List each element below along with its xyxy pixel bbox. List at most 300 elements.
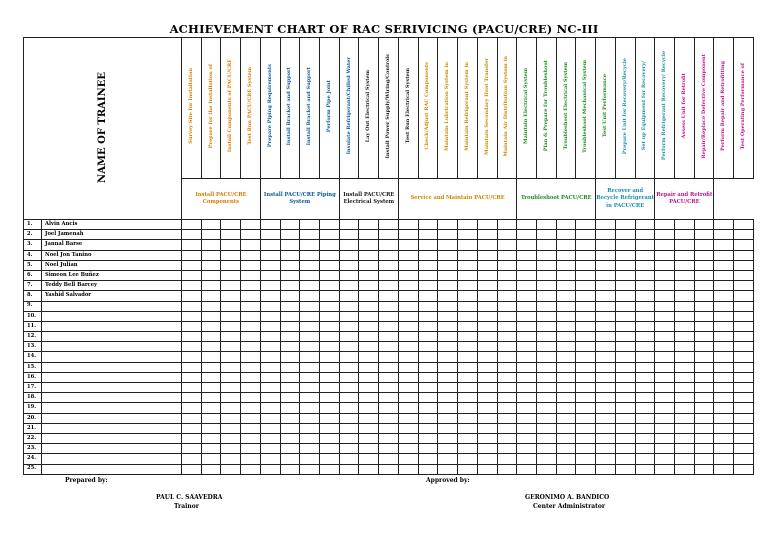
achievement-cell[interactable] xyxy=(260,454,280,464)
achievement-cell[interactable] xyxy=(714,403,734,413)
achievement-cell[interactable] xyxy=(536,311,556,321)
achievement-cell[interactable] xyxy=(201,444,221,454)
achievement-cell[interactable] xyxy=(398,454,418,464)
achievement-cell[interactable] xyxy=(615,270,635,280)
achievement-cell[interactable] xyxy=(734,260,754,270)
achievement-cell[interactable] xyxy=(359,433,379,443)
achievement-cell[interactable] xyxy=(596,362,616,372)
achievement-cell[interactable] xyxy=(497,342,517,352)
achievement-cell[interactable] xyxy=(320,230,340,240)
achievement-cell[interactable] xyxy=(655,383,675,393)
achievement-cell[interactable] xyxy=(300,291,320,301)
achievement-cell[interactable] xyxy=(694,403,714,413)
achievement-cell[interactable] xyxy=(576,423,596,433)
achievement-cell[interactable] xyxy=(556,362,576,372)
achievement-cell[interactable] xyxy=(655,230,675,240)
achievement-cell[interactable] xyxy=(576,281,596,291)
achievement-cell[interactable] xyxy=(300,342,320,352)
achievement-cell[interactable] xyxy=(536,332,556,342)
achievement-cell[interactable] xyxy=(556,301,576,311)
achievement-cell[interactable] xyxy=(221,393,241,403)
achievement-cell[interactable] xyxy=(260,270,280,280)
achievement-cell[interactable] xyxy=(339,433,359,443)
trainee-name-cell[interactable] xyxy=(42,332,182,342)
achievement-cell[interactable] xyxy=(458,372,478,382)
trainee-name-cell[interactable] xyxy=(42,321,182,331)
achievement-cell[interactable] xyxy=(734,281,754,291)
achievement-cell[interactable] xyxy=(596,413,616,423)
achievement-cell[interactable] xyxy=(260,444,280,454)
achievement-cell[interactable] xyxy=(674,383,694,393)
achievement-cell[interactable] xyxy=(576,270,596,280)
achievement-cell[interactable] xyxy=(339,301,359,311)
achievement-cell[interactable] xyxy=(359,393,379,403)
achievement-cell[interactable] xyxy=(615,454,635,464)
achievement-cell[interactable] xyxy=(339,311,359,321)
achievement-cell[interactable] xyxy=(241,362,261,372)
achievement-cell[interactable] xyxy=(694,372,714,382)
achievement-cell[interactable] xyxy=(714,444,734,454)
trainee-name-cell[interactable] xyxy=(42,454,182,464)
achievement-cell[interactable] xyxy=(221,311,241,321)
achievement-cell[interactable] xyxy=(458,403,478,413)
achievement-cell[interactable] xyxy=(379,260,399,270)
achievement-cell[interactable] xyxy=(438,332,458,342)
achievement-cell[interactable] xyxy=(536,372,556,382)
achievement-cell[interactable] xyxy=(497,332,517,342)
achievement-cell[interactable] xyxy=(497,260,517,270)
achievement-cell[interactable] xyxy=(576,372,596,382)
achievement-cell[interactable] xyxy=(260,352,280,362)
achievement-cell[interactable] xyxy=(339,372,359,382)
achievement-cell[interactable] xyxy=(714,433,734,443)
achievement-cell[interactable] xyxy=(714,230,734,240)
achievement-cell[interactable] xyxy=(201,270,221,280)
achievement-cell[interactable] xyxy=(221,332,241,342)
achievement-cell[interactable] xyxy=(497,433,517,443)
achievement-cell[interactable] xyxy=(536,444,556,454)
achievement-cell[interactable] xyxy=(714,311,734,321)
achievement-cell[interactable] xyxy=(359,383,379,393)
achievement-cell[interactable] xyxy=(260,372,280,382)
achievement-cell[interactable] xyxy=(280,240,300,250)
achievement-cell[interactable] xyxy=(655,332,675,342)
achievement-cell[interactable] xyxy=(201,464,221,474)
achievement-cell[interactable] xyxy=(497,220,517,230)
achievement-cell[interactable] xyxy=(458,311,478,321)
achievement-cell[interactable] xyxy=(517,311,537,321)
achievement-cell[interactable] xyxy=(300,260,320,270)
achievement-cell[interactable] xyxy=(241,433,261,443)
achievement-cell[interactable] xyxy=(379,240,399,250)
achievement-cell[interactable] xyxy=(379,281,399,291)
achievement-cell[interactable] xyxy=(615,413,635,423)
achievement-cell[interactable] xyxy=(201,250,221,260)
achievement-cell[interactable] xyxy=(556,454,576,464)
achievement-cell[interactable] xyxy=(556,393,576,403)
achievement-cell[interactable] xyxy=(221,464,241,474)
achievement-cell[interactable] xyxy=(596,270,616,280)
achievement-cell[interactable] xyxy=(201,433,221,443)
achievement-cell[interactable] xyxy=(339,352,359,362)
achievement-cell[interactable] xyxy=(339,403,359,413)
achievement-cell[interactable] xyxy=(182,301,202,311)
achievement-cell[interactable] xyxy=(536,240,556,250)
achievement-cell[interactable] xyxy=(438,454,458,464)
achievement-cell[interactable] xyxy=(536,291,556,301)
achievement-cell[interactable] xyxy=(241,352,261,362)
achievement-cell[interactable] xyxy=(477,352,497,362)
achievement-cell[interactable] xyxy=(517,433,537,443)
achievement-cell[interactable] xyxy=(221,403,241,413)
achievement-cell[interactable] xyxy=(300,352,320,362)
achievement-cell[interactable] xyxy=(458,423,478,433)
achievement-cell[interactable] xyxy=(241,311,261,321)
achievement-cell[interactable] xyxy=(497,311,517,321)
achievement-cell[interactable] xyxy=(497,281,517,291)
achievement-cell[interactable] xyxy=(734,362,754,372)
achievement-cell[interactable] xyxy=(458,362,478,372)
achievement-cell[interactable] xyxy=(182,403,202,413)
achievement-cell[interactable] xyxy=(655,291,675,301)
achievement-cell[interactable] xyxy=(339,220,359,230)
achievement-cell[interactable] xyxy=(221,423,241,433)
achievement-cell[interactable] xyxy=(221,250,241,260)
achievement-cell[interactable] xyxy=(655,260,675,270)
trainee-name-cell[interactable] xyxy=(42,403,182,413)
achievement-cell[interactable] xyxy=(635,332,655,342)
trainee-name-cell[interactable] xyxy=(42,372,182,382)
achievement-cell[interactable] xyxy=(714,393,734,403)
achievement-cell[interactable] xyxy=(635,250,655,260)
achievement-cell[interactable] xyxy=(320,454,340,464)
achievement-cell[interactable] xyxy=(497,454,517,464)
achievement-cell[interactable] xyxy=(201,260,221,270)
achievement-cell[interactable] xyxy=(497,321,517,331)
achievement-cell[interactable] xyxy=(536,413,556,423)
achievement-cell[interactable] xyxy=(615,240,635,250)
achievement-cell[interactable] xyxy=(241,372,261,382)
achievement-cell[interactable] xyxy=(694,342,714,352)
achievement-cell[interactable] xyxy=(182,230,202,240)
achievement-cell[interactable] xyxy=(517,270,537,280)
achievement-cell[interactable] xyxy=(458,352,478,362)
achievement-cell[interactable] xyxy=(714,250,734,260)
achievement-cell[interactable] xyxy=(734,433,754,443)
achievement-cell[interactable] xyxy=(398,444,418,454)
achievement-cell[interactable] xyxy=(438,260,458,270)
achievement-cell[interactable] xyxy=(517,220,537,230)
achievement-cell[interactable] xyxy=(339,393,359,403)
achievement-cell[interactable] xyxy=(517,230,537,240)
achievement-cell[interactable] xyxy=(398,372,418,382)
achievement-cell[interactable] xyxy=(576,342,596,352)
achievement-cell[interactable] xyxy=(536,270,556,280)
achievement-cell[interactable] xyxy=(714,454,734,464)
achievement-cell[interactable] xyxy=(517,250,537,260)
achievement-cell[interactable] xyxy=(714,220,734,230)
achievement-cell[interactable] xyxy=(418,362,438,372)
achievement-cell[interactable] xyxy=(398,321,418,331)
achievement-cell[interactable] xyxy=(674,220,694,230)
achievement-cell[interactable] xyxy=(300,433,320,443)
achievement-cell[interactable] xyxy=(576,433,596,443)
achievement-cell[interactable] xyxy=(694,220,714,230)
achievement-cell[interactable] xyxy=(339,464,359,474)
achievement-cell[interactable] xyxy=(694,321,714,331)
achievement-cell[interactable] xyxy=(596,332,616,342)
achievement-cell[interactable] xyxy=(497,301,517,311)
achievement-cell[interactable] xyxy=(635,230,655,240)
achievement-cell[interactable] xyxy=(438,423,458,433)
achievement-cell[interactable] xyxy=(497,413,517,423)
achievement-cell[interactable] xyxy=(260,240,280,250)
achievement-cell[interactable] xyxy=(359,311,379,321)
achievement-cell[interactable] xyxy=(201,342,221,352)
achievement-cell[interactable] xyxy=(241,250,261,260)
achievement-cell[interactable] xyxy=(438,230,458,240)
achievement-cell[interactable] xyxy=(497,464,517,474)
achievement-cell[interactable] xyxy=(536,393,556,403)
achievement-cell[interactable] xyxy=(596,352,616,362)
achievement-cell[interactable] xyxy=(536,321,556,331)
achievement-cell[interactable] xyxy=(635,311,655,321)
achievement-cell[interactable] xyxy=(300,464,320,474)
achievement-cell[interactable] xyxy=(398,270,418,280)
achievement-cell[interactable] xyxy=(694,362,714,372)
achievement-cell[interactable] xyxy=(497,362,517,372)
achievement-cell[interactable] xyxy=(477,444,497,454)
achievement-cell[interactable] xyxy=(418,393,438,403)
achievement-cell[interactable] xyxy=(241,393,261,403)
achievement-cell[interactable] xyxy=(517,423,537,433)
achievement-cell[interactable] xyxy=(576,301,596,311)
achievement-cell[interactable] xyxy=(576,403,596,413)
achievement-cell[interactable] xyxy=(694,393,714,403)
achievement-cell[interactable] xyxy=(635,413,655,423)
achievement-cell[interactable] xyxy=(635,240,655,250)
achievement-cell[interactable] xyxy=(182,393,202,403)
achievement-cell[interactable] xyxy=(201,413,221,423)
achievement-cell[interactable] xyxy=(438,433,458,443)
achievement-cell[interactable] xyxy=(615,321,635,331)
achievement-cell[interactable] xyxy=(734,352,754,362)
achievement-cell[interactable] xyxy=(300,393,320,403)
achievement-cell[interactable] xyxy=(536,260,556,270)
achievement-cell[interactable] xyxy=(300,454,320,464)
achievement-cell[interactable] xyxy=(596,464,616,474)
achievement-cell[interactable] xyxy=(201,230,221,240)
achievement-cell[interactable] xyxy=(458,342,478,352)
achievement-cell[interactable] xyxy=(339,270,359,280)
achievement-cell[interactable] xyxy=(359,403,379,413)
achievement-cell[interactable] xyxy=(655,403,675,413)
achievement-cell[interactable] xyxy=(182,260,202,270)
achievement-cell[interactable] xyxy=(418,240,438,250)
achievement-cell[interactable] xyxy=(280,362,300,372)
achievement-cell[interactable] xyxy=(674,342,694,352)
achievement-cell[interactable] xyxy=(497,372,517,382)
achievement-cell[interactable] xyxy=(221,362,241,372)
achievement-cell[interactable] xyxy=(536,352,556,362)
achievement-cell[interactable] xyxy=(201,311,221,321)
achievement-cell[interactable] xyxy=(320,413,340,423)
achievement-cell[interactable] xyxy=(596,454,616,464)
achievement-cell[interactable] xyxy=(300,362,320,372)
achievement-cell[interactable] xyxy=(398,301,418,311)
trainee-name-cell[interactable]: Alvin Ancis xyxy=(42,220,182,230)
achievement-cell[interactable] xyxy=(615,362,635,372)
achievement-cell[interactable] xyxy=(635,444,655,454)
achievement-cell[interactable] xyxy=(201,332,221,342)
achievement-cell[interactable] xyxy=(674,270,694,280)
achievement-cell[interactable] xyxy=(556,444,576,454)
achievement-cell[interactable] xyxy=(438,444,458,454)
achievement-cell[interactable] xyxy=(635,260,655,270)
achievement-cell[interactable] xyxy=(458,230,478,240)
trainee-name-cell[interactable] xyxy=(42,352,182,362)
achievement-cell[interactable] xyxy=(694,311,714,321)
achievement-cell[interactable] xyxy=(536,423,556,433)
achievement-cell[interactable] xyxy=(379,270,399,280)
achievement-cell[interactable] xyxy=(339,413,359,423)
achievement-cell[interactable] xyxy=(300,423,320,433)
trainee-name-cell[interactable] xyxy=(42,393,182,403)
achievement-cell[interactable] xyxy=(734,372,754,382)
achievement-cell[interactable] xyxy=(536,433,556,443)
achievement-cell[interactable] xyxy=(536,454,556,464)
achievement-cell[interactable] xyxy=(320,291,340,301)
achievement-cell[interactable] xyxy=(359,281,379,291)
achievement-cell[interactable] xyxy=(221,291,241,301)
achievement-cell[interactable] xyxy=(398,311,418,321)
achievement-cell[interactable] xyxy=(260,423,280,433)
achievement-cell[interactable] xyxy=(398,332,418,342)
achievement-cell[interactable] xyxy=(556,383,576,393)
achievement-cell[interactable] xyxy=(438,321,458,331)
achievement-cell[interactable] xyxy=(477,423,497,433)
trainee-name-cell[interactable] xyxy=(42,301,182,311)
achievement-cell[interactable] xyxy=(182,383,202,393)
achievement-cell[interactable] xyxy=(241,464,261,474)
achievement-cell[interactable] xyxy=(596,321,616,331)
trainee-name-cell[interactable] xyxy=(42,383,182,393)
achievement-cell[interactable] xyxy=(359,413,379,423)
achievement-cell[interactable] xyxy=(635,301,655,311)
achievement-cell[interactable] xyxy=(339,250,359,260)
achievement-cell[interactable] xyxy=(694,230,714,240)
achievement-cell[interactable] xyxy=(320,260,340,270)
achievement-cell[interactable] xyxy=(497,403,517,413)
achievement-cell[interactable] xyxy=(300,240,320,250)
achievement-cell[interactable] xyxy=(280,220,300,230)
achievement-cell[interactable] xyxy=(438,281,458,291)
achievement-cell[interactable] xyxy=(320,301,340,311)
achievement-cell[interactable] xyxy=(418,444,438,454)
achievement-cell[interactable] xyxy=(734,321,754,331)
achievement-cell[interactable] xyxy=(320,403,340,413)
achievement-cell[interactable] xyxy=(300,311,320,321)
achievement-cell[interactable] xyxy=(398,393,418,403)
achievement-cell[interactable] xyxy=(438,291,458,301)
achievement-cell[interactable] xyxy=(300,372,320,382)
achievement-cell[interactable] xyxy=(497,250,517,260)
achievement-cell[interactable] xyxy=(556,352,576,362)
trainee-name-cell[interactable]: Teddy Bell Barcey xyxy=(42,281,182,291)
achievement-cell[interactable] xyxy=(734,413,754,423)
achievement-cell[interactable] xyxy=(379,454,399,464)
achievement-cell[interactable] xyxy=(694,260,714,270)
achievement-cell[interactable] xyxy=(655,464,675,474)
achievement-cell[interactable] xyxy=(182,220,202,230)
achievement-cell[interactable] xyxy=(359,454,379,464)
achievement-cell[interactable] xyxy=(655,281,675,291)
achievement-cell[interactable] xyxy=(714,352,734,362)
achievement-cell[interactable] xyxy=(438,250,458,260)
achievement-cell[interactable] xyxy=(714,260,734,270)
achievement-cell[interactable] xyxy=(734,444,754,454)
achievement-cell[interactable] xyxy=(714,383,734,393)
achievement-cell[interactable] xyxy=(418,403,438,413)
achievement-cell[interactable] xyxy=(517,372,537,382)
achievement-cell[interactable] xyxy=(201,403,221,413)
achievement-cell[interactable] xyxy=(398,423,418,433)
achievement-cell[interactable] xyxy=(477,383,497,393)
achievement-cell[interactable] xyxy=(674,240,694,250)
achievement-cell[interactable] xyxy=(556,423,576,433)
achievement-cell[interactable] xyxy=(418,454,438,464)
trainee-name-cell[interactable] xyxy=(42,444,182,454)
achievement-cell[interactable] xyxy=(674,311,694,321)
achievement-cell[interactable] xyxy=(536,250,556,260)
achievement-cell[interactable] xyxy=(418,291,438,301)
achievement-cell[interactable] xyxy=(477,281,497,291)
achievement-cell[interactable] xyxy=(714,464,734,474)
achievement-cell[interactable] xyxy=(734,291,754,301)
achievement-cell[interactable] xyxy=(398,260,418,270)
achievement-cell[interactable] xyxy=(260,291,280,301)
achievement-cell[interactable] xyxy=(201,301,221,311)
achievement-cell[interactable] xyxy=(615,260,635,270)
achievement-cell[interactable] xyxy=(418,250,438,260)
achievement-cell[interactable] xyxy=(320,383,340,393)
achievement-cell[interactable] xyxy=(438,270,458,280)
achievement-cell[interactable] xyxy=(339,321,359,331)
achievement-cell[interactable] xyxy=(734,464,754,474)
trainee-name-cell[interactable]: Jannal Barse xyxy=(42,240,182,250)
achievement-cell[interactable] xyxy=(320,393,340,403)
achievement-cell[interactable] xyxy=(477,270,497,280)
achievement-cell[interactable] xyxy=(655,444,675,454)
achievement-cell[interactable] xyxy=(734,301,754,311)
achievement-cell[interactable] xyxy=(320,372,340,382)
achievement-cell[interactable] xyxy=(635,393,655,403)
achievement-cell[interactable] xyxy=(260,383,280,393)
achievement-cell[interactable] xyxy=(635,433,655,443)
achievement-cell[interactable] xyxy=(596,433,616,443)
achievement-cell[interactable] xyxy=(615,230,635,240)
achievement-cell[interactable] xyxy=(359,250,379,260)
achievement-cell[interactable] xyxy=(201,454,221,464)
achievement-cell[interactable] xyxy=(280,321,300,331)
achievement-cell[interactable] xyxy=(241,403,261,413)
achievement-cell[interactable] xyxy=(280,423,300,433)
achievement-cell[interactable] xyxy=(398,250,418,260)
achievement-cell[interactable] xyxy=(418,352,438,362)
achievement-cell[interactable] xyxy=(398,281,418,291)
achievement-cell[interactable] xyxy=(418,270,438,280)
achievement-cell[interactable] xyxy=(596,342,616,352)
